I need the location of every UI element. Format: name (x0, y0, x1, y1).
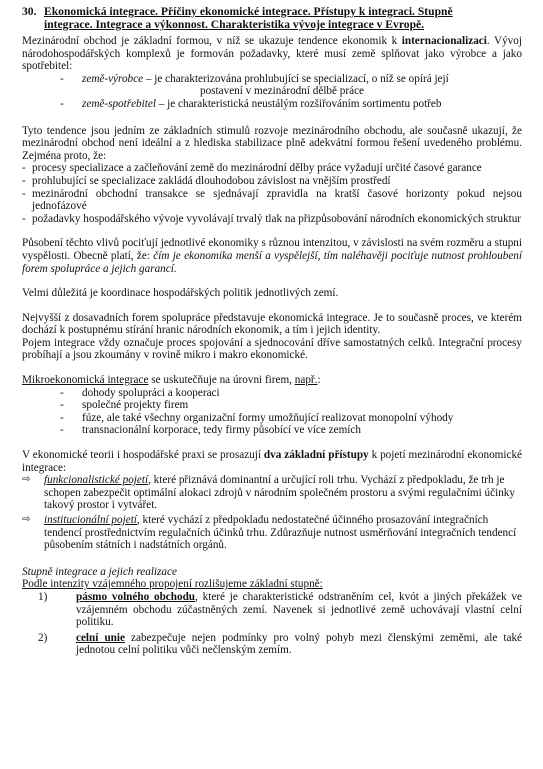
list-item: - dohody spolupráci a kooperaci (60, 386, 220, 399)
micro-colon: : (317, 374, 321, 387)
list-item: - procesy specializace a začleňování země do mezinárodní dělby práce vyžadují určité časové garance (22, 162, 522, 175)
intro-text-b: . Vývoj národohospodářských komplexů je formován požadavky, které musí země splňovat jako výrobce a jako spotřebitel: (22, 35, 522, 73)
title-line-2: integrace. Integrace a výkonnost. Charakteristika vývoje integrace v Evropě. (44, 18, 425, 31)
list-term: celní unie (76, 631, 125, 644)
micro-text: se uskutečňuje na úrovni firem, (148, 374, 295, 387)
intro-list (22, 73, 522, 111)
double-arrow-right-icon: ⇨ (22, 514, 31, 525)
micro-label-2: např. (294, 374, 318, 387)
list-item: - země-výrobce – je charakterizována prohlubující se specializací, o níž se opírá její postavení v mezinárodní dělbě práce (22, 73, 522, 98)
approaches-text-b: k pojetí mezinárodní ekonomické integrace: (22, 449, 523, 474)
influence-text: Působení těchto vlivů pociťují jednotlivé ekonomiky s různou intenzitou, v závislosti na svém rozměru a stupni vyspělosti. Obecně platí, že: (22, 237, 522, 262)
tendencies-list (22, 162, 522, 225)
approaches-paragraph (22, 449, 522, 474)
approach-term: funkcionalistické pojetí (44, 474, 149, 487)
approach-text: , které přiznává dominantní a určující roli trhu. Vychází z předpokladu, že trh je schopen zabezpečit optimální alokaci zdrojů v národním společném prostoru a svými regulačními účinky takový prostor i vytvářet. (44, 474, 515, 512)
list-text: – je charakteristická neustálým rozšiřováním sortimentu potřeb (155, 97, 442, 110)
micro-paragraph (22, 374, 522, 387)
list-text: procesy specializace a začleňování země do mezinárodní dělby práce vyžadují určité časové garance (32, 162, 482, 175)
page-title (22, 5, 522, 31)
list-term: země-výrobce (82, 72, 144, 85)
list-text: zabezpečuje nejen podmínky pro volný pohyb mezi členskými zeměmi, ale také jednotou celní politiku vůči nečlenským zemím. (76, 631, 523, 657)
list-text: společné projekty firem (82, 399, 189, 412)
approaches-text: V ekonomické teorii i hospodářské praxi se prosazují (22, 449, 264, 462)
title-line-1: Ekonomická integrace. Příčiny ekonomické integrace. Přístupy k integraci. Stupně (44, 5, 453, 18)
approach-item (22, 514, 522, 552)
list-item: - fúze, ale také všechny organizační formy umožňující realizovat monopolní výhody (60, 411, 454, 424)
document-page (22, 5, 522, 657)
list-text: fúze, ale také všechny organizační formy umožňující realizovat monopolní výhody (82, 411, 454, 424)
approaches-text-bold: dva základní přístupy (263, 449, 369, 462)
stages-title: Stupně integrace a jejich realizace (22, 565, 177, 578)
list-item: - země-spotřebitel – je charakteristická neustálým rozšiřováním sortimentu potřeb (60, 97, 442, 110)
list-item: - prohlubující se specializace zakládá dlouhodobou závislost na vnějším prostředí (22, 175, 522, 188)
coordination-paragraph: Velmi důležitá je koordinace hospodářských politik jednotlivých zemí. (22, 287, 339, 300)
list-item: - požadavky hospodářského vývoje vyvolávají trvalý tlak na přizpůsobování národních ekonomických struktur (22, 212, 522, 225)
list-item: - společné projekty firem (60, 399, 189, 412)
list-text-cont: postavení v mezinárodní dělbě práce (199, 85, 365, 98)
list-text: dohody spolupráci a kooperaci (82, 386, 220, 399)
intro-paragraph (22, 35, 522, 73)
influence-paragraph (22, 237, 522, 275)
list-text: , které je charakteristické odstraněním cel, kvót a jiných překážek ve vzájemném obchodu zúčastněných zemí. Navenek si jednotlivé země uchovávají vlastní celní politiku. (76, 590, 522, 629)
highest-paragraph-1: Nejvyšší z dosavadních forem spolupráce představuje ekonomická integrace. Je to současně proces, ve kterém dochází k postupnému stírání hranic národních ekonomik, a tím i jejich identity. (22, 311, 522, 337)
approach-text: , které vychází z předpokladu nedostatečné účinného prosazování integračních tendencí prostřednictvím regulačních účinků trhu. Zdůrazňuje nutnost usměrňování integračních tendencí působením státních i nadstátních orgánů. (44, 514, 517, 552)
list-term: země-spotřebitel (82, 97, 156, 110)
tendencies-paragraph: Tyto tendence jsou jedním ze základních stimulů rozvoje mezinárodního obchodu, ale současně ukazují, že mezinárodní obchod není ideální a z hlediska stabilizace plně adekvátní formou řešení uvedeného problému. Zejména proto, že: (22, 124, 522, 162)
list-item (22, 632, 522, 657)
intro-text-bold: internacionalizaci (401, 35, 487, 47)
list-item: - mezinárodní obchodní transakce se sjednávají zpravidla na kratší časové horizonty pokud nejsou jednofázové (22, 187, 522, 213)
list-text: transnacionální korporace, tedy firmy působící ve více zemích (82, 424, 361, 437)
list-text: – je charakterizována prohlubující se specializací, o níž se opírá její (143, 72, 449, 85)
double-arrow-right-icon: ⇨ (22, 474, 31, 486)
influence-text-italic: čím je ekonomika menší a vyspělejší, tím naléhavěji pociťuje nutnost prohloubení forem spolupráce a jejich garancí. (22, 249, 522, 275)
section-number: 30. (22, 5, 37, 18)
list-term: pásmo volného obchodu (76, 590, 196, 603)
list-item (22, 591, 522, 629)
list-text: mezinárodní obchodní transakce se sjednávají zpravidla na kratší časové horizonty pokud nejsou jednofázové (32, 187, 522, 213)
list-item: - transnacionální korporace, tedy firmy působící ve více zemích (60, 424, 361, 437)
list-number: 2) (38, 631, 48, 644)
list-number: 1) (38, 590, 48, 603)
approach-item (22, 474, 522, 512)
list-text: požadavky hospodářského vývoje vyvolávají trvalý tlak na přizpůsobování národních ekonomických struktur (32, 212, 522, 225)
micro-list (22, 387, 522, 437)
highest-paragraph-2: Pojem integrace vždy označuje proces spojování a sjednocování dříve samostatných celků. Integrační procesy probíhají a jsou zkoumány v rovině mikro i makro ekonomické. (22, 336, 522, 362)
stages-list (22, 591, 522, 657)
list-text: prohlubující se specializace zakládá dlouhodobou závislost na vnějším prostředí (32, 174, 391, 187)
intro-text-a: Mezinárodní obchod je základní formou, v níž se ukazuje tendence ekonomik k (22, 35, 402, 47)
micro-label: Mikroekonomická integrace (22, 374, 149, 387)
approach-term: institucionální pojetí (44, 514, 137, 526)
stages-subtitle: Podle intenzity vzájemného propojení rozlišujeme základní stupně: (22, 578, 323, 591)
